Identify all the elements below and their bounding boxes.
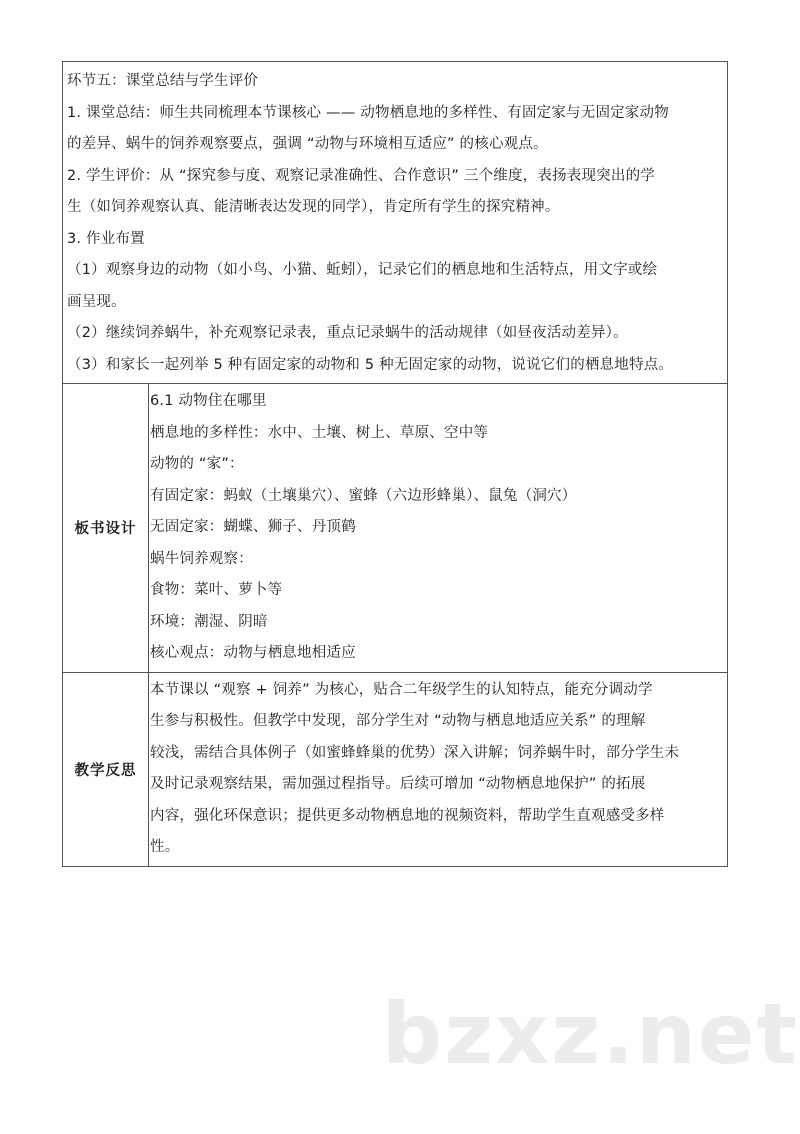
watermark: bzxz.net	[382, 985, 799, 1083]
section-summary-row	[63, 62, 727, 383]
board-line: 6.1 动物住在哪里	[150, 393, 267, 409]
board-line: 有固定家：蚂蚁（土壤巢穴）、蜜蜂（六边形蜂巢）、鼠兔（洞穴）	[150, 487, 577, 504]
summary-line: 的差异、蜗牛的饲养观察要点，强调 “动物与环境相互适应” 的核心观点。	[67, 136, 548, 152]
reflection-line: 内容，强化环保意识；提供更多动物栖息地的视频资料，帮助学生直观感受多样	[150, 807, 665, 824]
reflection-line: 本节课以 “观察 + 饲养” 为核心，贴合二年级学生的认知特点，能充分调动学	[150, 681, 653, 698]
board-design-content	[149, 384, 727, 672]
reflection-line: 性。	[150, 839, 180, 855]
reflection-line: 生参与积极性。但教学中发现，部分学生对 “动物与栖息地适应关系” 的理解	[150, 713, 646, 729]
reflection-label: 教学反思	[74, 762, 137, 779]
board-design-row	[63, 383, 727, 672]
board-design-label: 板书设计	[74, 521, 137, 538]
homework-item: （2）继续饲养蜗牛，补充观察记录表，重点记录蜗牛的活动规律（如昼夜活动差异）。	[67, 325, 628, 341]
homework-item: （1）观察身边的动物（如小鸟、小猫、蚯蚓），记录它们的栖息地和生活特点，用文字或绘	[67, 262, 658, 278]
homework-item: 画呈现。	[67, 293, 126, 310]
board-line: 食物：菜叶、萝卜等	[150, 582, 283, 598]
board-line: 蜗牛饲养观察：	[150, 550, 253, 567]
board-line: 无固定家：蝴蝶、狮子、丹顶鹤	[150, 519, 356, 535]
evaluation-line: 生（如饲养观察认真、能清晰表达发现的同学），肯定所有学生的探究精神。	[67, 199, 560, 215]
board-line: 环境：潮湿、阴暗	[150, 613, 268, 630]
evaluation-line: 2. 学生评价：从 “探究参与度、观察记录准确性、合作意识” 三个维度，表扬表现突出的学	[67, 167, 655, 184]
reflection-line: 及时记录观察结果，需加强过程指导。后续可增加 “动物栖息地保护” 的拓展	[150, 776, 646, 792]
reflection-row	[63, 672, 727, 866]
reflection-label-cell	[63, 673, 149, 866]
summary-line: 1. 课堂总结：师生共同梳理本节课核心 —— 动物栖息地的多样性、有固定家与无固定家动物	[67, 104, 669, 121]
homework-heading: 3. 作业布置	[67, 230, 145, 247]
reflection-line: 较浅，需结合具体例子（如蜜蜂蜂巢的优势）深入讲解；饲养蜗牛时，部分学生未	[150, 744, 680, 761]
homework-item: （3）和家长一起列举 5 种有固定家的动物和 5 种无固定家的动物，说说它们的栖息地特点。	[67, 356, 674, 373]
board-design-label-cell	[63, 384, 149, 672]
reflection-content	[149, 673, 727, 866]
board-line: 动物的 “家”：	[150, 456, 244, 472]
board-line: 核心观点：动物与栖息地相适应	[150, 645, 356, 661]
board-line: 栖息地的多样性：水中、土壤、树上、草原、空中等	[150, 424, 489, 441]
lesson-plan-table	[62, 61, 728, 867]
section-heading: 环节五：课堂总结与学生评价	[67, 73, 259, 89]
